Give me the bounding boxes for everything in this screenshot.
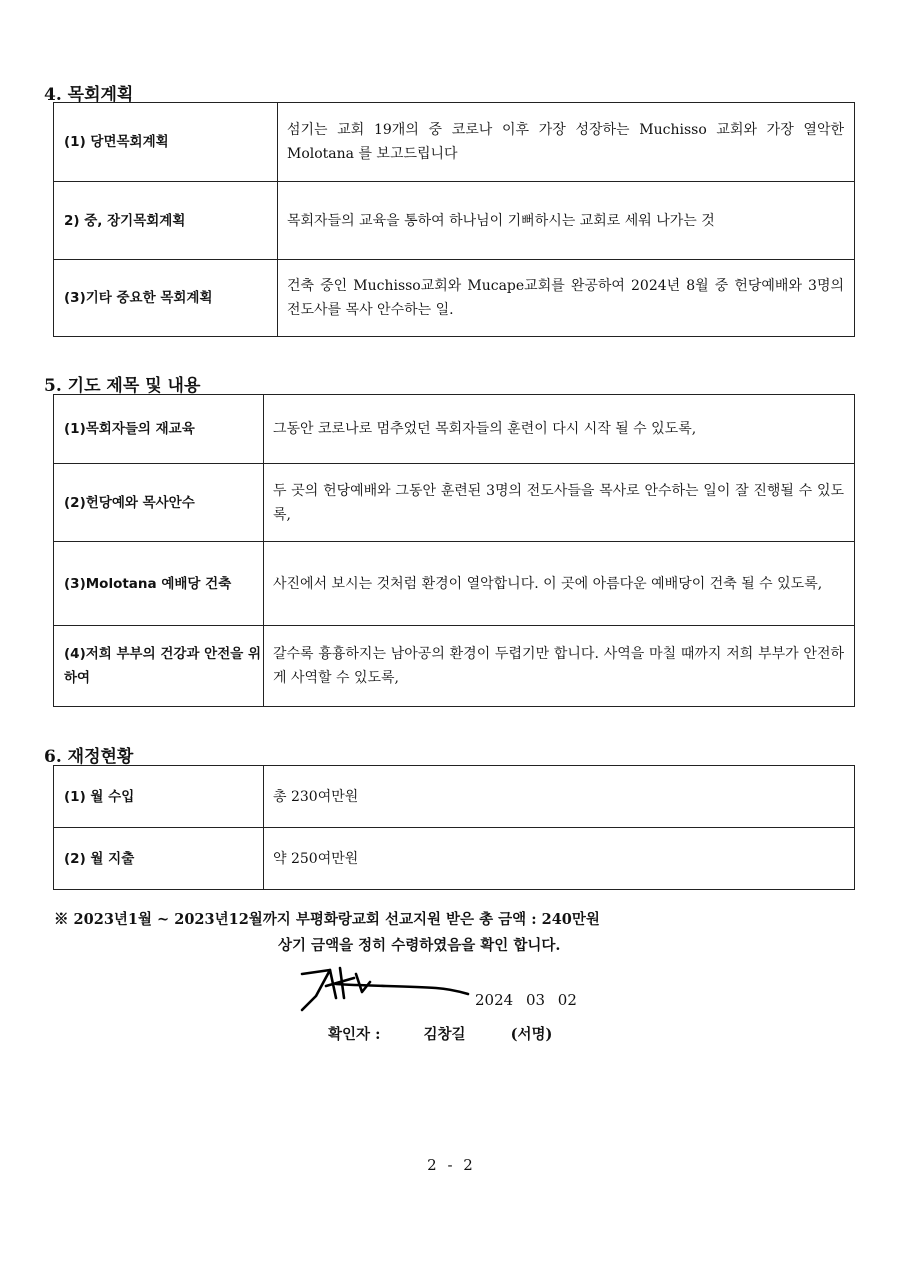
table-row: [54, 395, 855, 464]
support-note: ※ 2023년1월 ~ 2023년12월까지 부평화랑교회 선교지원 받은 총 금액 : 240만원: [54, 911, 600, 928]
table-row: [54, 260, 855, 337]
signer-label: 확인자 :: [328, 1026, 381, 1043]
row-value: 건축 중인 Muchisso교회와 Mucape교회를 완공하여 2024년 8월 중 헌당예배와 3명의 전도사를 목사 안수하는 일.: [278, 260, 855, 337]
signer-row: [328, 1023, 552, 1044]
table-row: [54, 766, 855, 828]
table-row: [54, 182, 855, 260]
row-value: 약 250여만원: [264, 828, 855, 890]
row-label: (1) 당면목회계획: [54, 103, 278, 182]
row-value: 섬기는 교회 19개의 중 코로나 이후 가장 성장하는 Muchisso 교회와 가장 열악한 Molotana 를 보고드립니다: [278, 103, 855, 182]
prayer-table: [53, 394, 855, 707]
signature-note: (서명): [510, 1026, 553, 1043]
table-row: [54, 626, 855, 707]
row-label: (3)Molotana 예배당 건축: [54, 542, 264, 626]
row-value: 갈수록 흉흉하지는 남아공의 환경이 두렵기만 합니다. 사역을 마칠 때까지 저희 부부가 안전하게 사역할 수 있도록,: [264, 626, 855, 707]
row-label: (1) 월 수입: [54, 766, 264, 828]
row-label: (1)목회자들의 재교육: [54, 395, 264, 464]
table-row: [54, 828, 855, 890]
signature-date: 2024 03 02: [475, 991, 577, 1009]
row-value: 그동안 코로나로 멈추었던 목회자들의 훈련이 다시 시작 될 수 있도록,: [264, 395, 855, 464]
section-6-title: 6. 재정현황: [44, 747, 134, 767]
row-value: 사진에서 보시는 것처럼 환경이 열악합니다. 이 곳에 아름다운 예배당이 건축 될 수 있도록,: [264, 542, 855, 626]
row-value: 총 230여만원: [264, 766, 855, 828]
row-label: (2)헌당예와 목사안수: [54, 464, 264, 542]
signer-name: 김창길: [423, 1026, 466, 1043]
table-row: [54, 103, 855, 182]
table-row: [54, 464, 855, 542]
pastoral-plan-table: [53, 102, 855, 337]
receipt-confirmation: 상기 금액을 정히 수령하였음을 확인 합니다.: [278, 937, 561, 954]
row-label: (4)저희 부부의 건강과 안전을 위하여: [54, 626, 264, 707]
section-5-title: 5. 기도 제목 및 내용: [44, 376, 201, 396]
row-label: (2) 월 지출: [54, 828, 264, 890]
row-label: 2) 중, 장기목회계획: [54, 182, 278, 260]
row-label: (3)기타 중요한 목회계획: [54, 260, 278, 337]
page-number: 2 - 2: [427, 1156, 473, 1174]
finance-table: [53, 765, 855, 890]
row-value: 목회자들의 교육을 통하여 하나님이 기뻐하시는 교회로 세워 나가는 것: [278, 182, 855, 260]
table-row: [54, 542, 855, 626]
section-4-title: 4. 목회계획: [44, 85, 134, 105]
row-value: 두 곳의 헌당예배와 그동안 훈련된 3명의 전도사들을 목사로 안수하는 일이 잘 진행될 수 있도록,: [264, 464, 855, 542]
handwritten-signature: [296, 964, 476, 1016]
